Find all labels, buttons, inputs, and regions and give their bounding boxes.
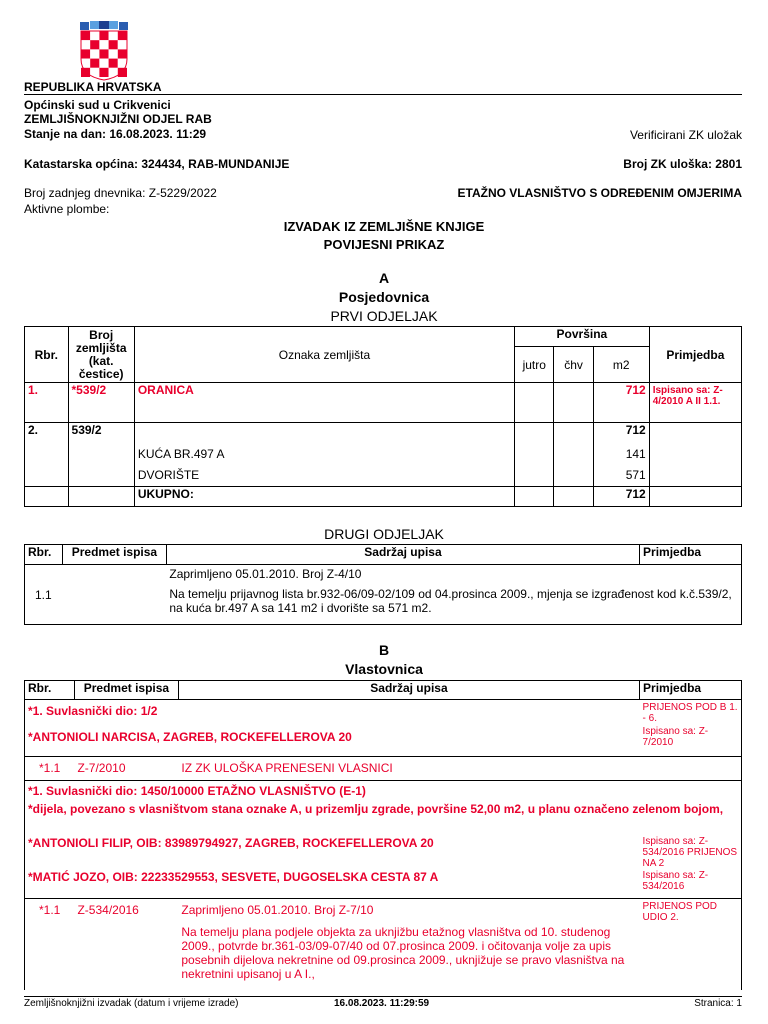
document-subtitle: POVIJESNI PRIKAZ — [323, 237, 445, 252]
owner-3: *MATIĆ JOZO, OIB: 22233529553, SESVETE, DUGOSELSKA CESTA 87 A — [25, 870, 640, 898]
status-date: Stanje na dan: 16.08.2023. 11:29 — [24, 127, 207, 141]
total-jutro — [515, 487, 554, 507]
table-row — [25, 383, 742, 423]
row-rbr — [25, 465, 69, 487]
entry-1-content: IZ ZK ULOŠKA PRENESENI VLASNICI — [178, 756, 639, 780]
entry-1-subject: Z-7/2010 — [74, 756, 178, 780]
row-parcel: *539/2 — [68, 383, 134, 423]
row-jutro — [515, 423, 554, 443]
section-a-letter: A — [378, 270, 390, 286]
col-label: Oznaka zemljišta — [134, 327, 514, 383]
entry-2-note: PRIJENOS POD UDIO 2. — [640, 898, 742, 990]
row-note: Ispisano sa: Z-4/2010 A II 1.1. — [649, 383, 741, 423]
table-row — [25, 834, 742, 870]
owner-2: *ANTONIOLI FILIP, OIB: 83989794927, ZAGREB, ROCKEFELLEROVA 20 — [25, 834, 640, 870]
footer-left: Zemljišnoknjižni izvadak (datum i vrijeme izrade) — [24, 998, 239, 1009]
total-chv — [554, 487, 593, 507]
col-rbr: Rbr. — [25, 681, 75, 700]
footer-page: Stranica: 1 — [694, 998, 742, 1009]
col-subject: Predmet ispisa — [62, 545, 166, 565]
zk-number: Broj ZK uloška: 2801 — [623, 157, 742, 171]
row-chv — [554, 443, 593, 465]
header-divider — [24, 94, 742, 95]
row-label: ORANICA — [134, 383, 514, 423]
footer-timestamp: 16.08.2023. 11:29:59 — [334, 998, 430, 1009]
owner-3-note: Ispisano sa: Z-534/2016 — [640, 870, 742, 898]
table-row — [25, 780, 742, 800]
col-parcel: Broj zemljišta (kat. čestice) — [68, 327, 134, 383]
col-subject: Predmet ispisa — [74, 681, 178, 700]
entry-2-received: Zaprimljeno 05.01.2010. Broj Z-7/10 — [181, 902, 374, 917]
parcel-table — [24, 326, 742, 507]
part1-title: PRVI ODJELJAK — [330, 308, 438, 324]
owner-2-note: Ispisano sa: Z-534/2016 PRIJENOS NA 2 — [640, 834, 742, 870]
row-parcel — [68, 443, 134, 465]
table-row — [25, 898, 742, 990]
table-row — [25, 565, 742, 625]
owner-1: *ANTONIOLI NARCISA, ZAGREB, ROCKEFELLEROVA 20 — [25, 724, 640, 756]
row-rbr: 1.1 — [25, 565, 167, 625]
court-name: Općinski sud u Crikvenici — [24, 98, 171, 112]
total-row — [25, 487, 742, 507]
table-row — [25, 443, 742, 465]
row-rbr: 1. — [25, 383, 69, 423]
col-note: Primjedba — [649, 327, 741, 383]
row-received: Zaprimljeno 05.01.2010. Broj Z-4/10 — [169, 567, 362, 581]
cadastral-municipality: Katastarska općina: 324434, RAB-MUNDANIJE — [24, 157, 290, 171]
row-rbr: 2. — [25, 423, 69, 443]
col-rbr: Rbr. — [25, 545, 63, 565]
entry-2-subject: Z-534/2016 — [74, 898, 178, 990]
table-row — [25, 756, 742, 780]
owner-1-note: Ispisano sa: Z-7/2010 — [640, 724, 742, 756]
share-2: *1. Suvlasnički dio: 1450/10000 ETAŽNO VLASNIŠTVO (E-1) — [25, 780, 742, 800]
share-2-description: *dijela, povezano s vlasništvom stana oznake A, u prizemlju zgrade, površine 52,00 m2, u planu označeno zelenom bojom, — [25, 800, 742, 834]
department-name: ZEMLJIŠNOKNJIŽNI ODJEL RAB — [24, 112, 212, 126]
row-label — [134, 423, 514, 443]
ownership-table — [24, 680, 742, 990]
row-chv — [554, 423, 593, 443]
row-jutro — [515, 443, 554, 465]
row-note — [649, 423, 741, 443]
footer-divider — [24, 996, 742, 997]
row-content — [166, 565, 741, 625]
row-note — [649, 443, 741, 465]
row-chv — [554, 383, 593, 423]
table-row — [25, 465, 742, 487]
row-m2: 712 — [593, 423, 649, 443]
last-diary: Broj zadnjeg dnevnika: Z-5229/2022 — [24, 186, 217, 200]
verified-label: Verificirani ZK uložak — [629, 128, 742, 142]
entry-1-rbr: *1.1 — [25, 756, 75, 780]
col-note: Primjedba — [640, 545, 742, 565]
row-rbr — [25, 443, 69, 465]
entry-2-text: Na temelju plana podjele objekta za uknjižbu etažnog vlasništva od 10. studenog 2009., potvrde br.361-03/09-07/40 od 07.prosinca 2009. i očitovanja volje za upis posebnih dijelova nekretnine od 09.prosinca 2009., uknjižuje se pravo vlasništva na nekretnini upisanoj u A I., — [181, 924, 625, 981]
total-rbr — [25, 487, 69, 507]
entry-2-rbr: *1.1 — [25, 898, 75, 990]
table-row — [25, 800, 742, 834]
row-label: KUĆA BR.497 A — [134, 443, 514, 465]
share-1: *1. Suvlasnički dio: 1/2 — [25, 700, 640, 725]
total-parcel — [68, 487, 134, 507]
row-jutro — [515, 383, 554, 423]
row-chv — [554, 465, 593, 487]
col-content: Sadržaj upisa — [178, 681, 639, 700]
col-content: Sadržaj upisa — [166, 545, 639, 565]
table-row — [25, 700, 742, 725]
section-b-letter: B — [378, 642, 390, 658]
row-m2: 141 — [593, 443, 649, 465]
section-a-name: Posjedovnica — [338, 289, 430, 305]
document-title: IZVADAK IZ ZEMLJIŠNE KNJIGE — [283, 219, 485, 234]
total-note — [649, 487, 741, 507]
changes-table — [24, 544, 742, 625]
row-parcel: 539/2 — [68, 423, 134, 443]
col-m2: m2 — [593, 347, 649, 383]
table-row — [25, 870, 742, 898]
table-row — [25, 423, 742, 443]
row-jutro — [515, 465, 554, 487]
entry-1-note — [640, 756, 742, 780]
col-area: Površina — [515, 327, 650, 347]
col-chv: čhv — [554, 347, 593, 383]
row-parcel — [68, 465, 134, 487]
total-m2: 712 — [593, 487, 649, 507]
ownership-type: ETAŽNO VLASNIŠTVO S ODREĐENIM OMJERIMA — [457, 186, 742, 200]
share-1-note: PRIJENOS POD B 1. - 6. — [640, 700, 742, 725]
total-label: UKUPNO: — [134, 487, 514, 507]
row-label: DVORIŠTE — [134, 465, 514, 487]
section-b-name: Vlastovnica — [345, 661, 423, 677]
row-text: Na temelju prijavnog lista br.932-06/09-02/109 od 04.prosinca 2009., mjenja se izgrađenost kod k.č.539/2, na kuća br.497 A sa 141 m2 i dvorište sa 571 m2. — [169, 587, 732, 615]
col-jutro: jutro — [515, 347, 554, 383]
active-seals: Aktivne plombe: — [24, 202, 110, 216]
table-row — [25, 724, 742, 756]
part2-title: DRUGI ODJELJAK — [324, 526, 444, 542]
col-rbr: Rbr. — [25, 327, 69, 383]
col-note: Primjedba — [640, 681, 742, 700]
entry-2-content — [178, 898, 639, 990]
row-note — [649, 465, 741, 487]
row-m2: 571 — [593, 465, 649, 487]
country-name: REPUBLIKA HRVATSKA — [24, 80, 162, 94]
row-m2: 712 — [593, 383, 649, 423]
croatian-coat-of-arms — [79, 21, 129, 81]
